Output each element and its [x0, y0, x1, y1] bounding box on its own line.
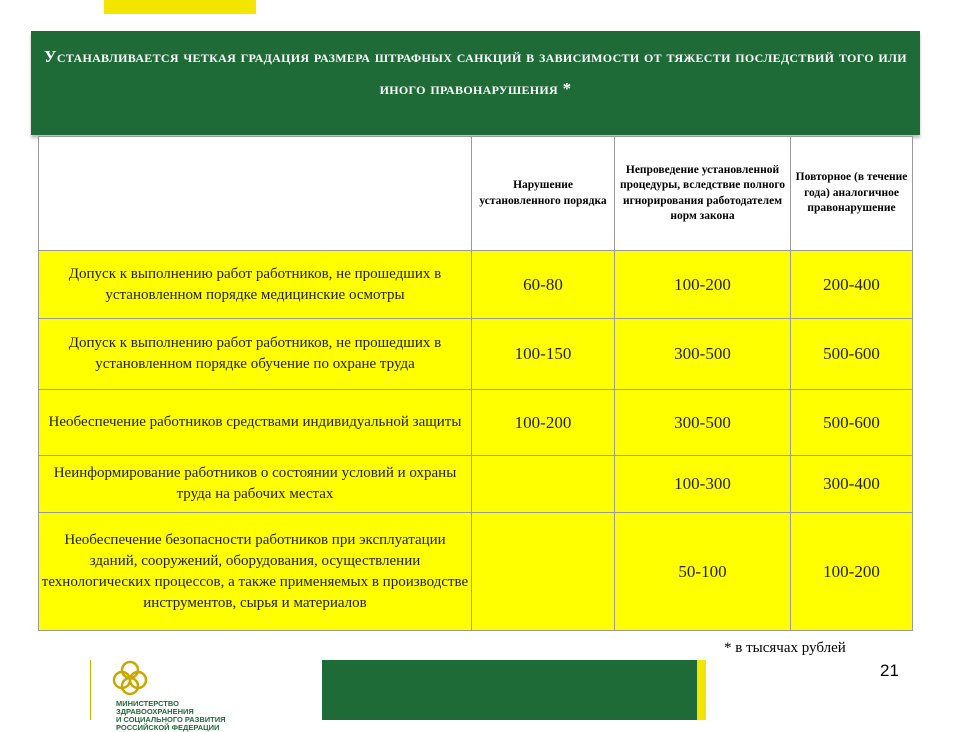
footnote: * в тысячах рублей — [724, 640, 846, 656]
fine-value: 200-400 — [791, 251, 913, 319]
table-row — [39, 513, 913, 631]
fine-value: 100-200 — [472, 390, 615, 456]
fine-value: 500-600 — [791, 319, 913, 390]
table-header-row — [39, 137, 913, 251]
row-description: Неинформирование работников о состоянии условий и охраны труда на рабочих местах — [39, 456, 472, 513]
fine-value: 100-200 — [615, 251, 791, 319]
header-violation: Нарушение установленного порядка — [472, 137, 615, 251]
fines-table — [38, 136, 913, 631]
fine-value: 300-400 — [791, 456, 913, 513]
fine-value: 100-150 — [472, 319, 615, 390]
header-non-conduct: Непроведение установленной процедуры, вследствие полного игнорирования работодателем норм закона — [615, 137, 791, 251]
bottom-green-band — [322, 660, 697, 720]
header-repeat: Повторное (в течение года) аналогичное правонарушение — [791, 137, 913, 251]
logo-divider — [90, 660, 91, 720]
row-description: Допуск к выполнению работ работников, не прошедших в установленном порядке обучение по охране труда — [39, 319, 472, 390]
table-row — [39, 456, 913, 513]
fine-value: 300-500 — [615, 319, 791, 390]
table-row — [39, 390, 913, 456]
fine-value: 500-600 — [791, 390, 913, 456]
fine-value: 300-500 — [615, 390, 791, 456]
row-description: Допуск к выполнению работ работников, не прошедших в установленном порядке медицинские осмотры — [39, 251, 472, 319]
header-empty — [39, 137, 472, 251]
fine-value — [472, 456, 615, 513]
row-description: Необеспечение безопасности работников при эксплуатации зданий, сооружений, оборудования, осуществлении технологических процессов, а также применяемых в производстве инструментов, сырья и материалов — [39, 513, 472, 631]
table-row — [39, 319, 913, 390]
row-description: Необеспечение работников средствами индивидуальной защиты — [39, 390, 472, 456]
fine-value: 60-80 — [472, 251, 615, 319]
fine-value: 100-200 — [791, 513, 913, 631]
fine-value: 50-100 — [615, 513, 791, 631]
title-banner — [31, 31, 920, 135]
page-number: 21 — [880, 661, 899, 680]
ministry-logo — [90, 658, 290, 732]
table-row — [39, 251, 913, 319]
top-accent-bar — [104, 0, 256, 14]
ministry-name: МИНИСТЕРСТВО ЗДРАВООХРАНЕНИЯ И СОЦИАЛЬНОГО РАЗВИТИЯ РОССИЙСКОЙ ФЕДЕРАЦИИ — [116, 699, 226, 732]
ministry-emblem-icon — [110, 658, 150, 698]
fine-value — [472, 513, 615, 631]
fine-value: 100-300 — [615, 456, 791, 513]
bottom-yellow-accent — [697, 660, 706, 720]
slide-title: Устанавливается четкая градация размера штрафных санкций в зависимости от тяжести последствий того или иного правонарушения * — [44, 47, 907, 98]
